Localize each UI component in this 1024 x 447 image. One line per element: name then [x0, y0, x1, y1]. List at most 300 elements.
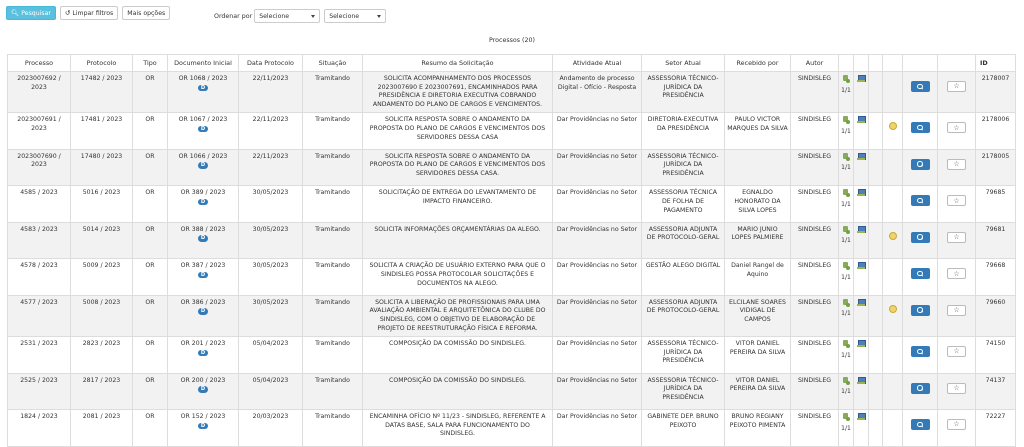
cell-processo: 2023007691 / 2023	[8, 113, 71, 150]
cell-tramite	[839, 186, 854, 223]
process-count: Processos (20)	[489, 37, 535, 44]
documento-link[interactable]: OR 386 / 2023	[180, 298, 226, 306]
cell-seal	[883, 72, 903, 113]
cell-view	[903, 149, 938, 186]
more-options-label: Mais opções	[127, 9, 166, 17]
cell-computer	[854, 72, 869, 113]
header-autor[interactable]: Autor	[791, 55, 839, 72]
order-field-value: Selecione	[259, 12, 290, 20]
cell-favorite	[938, 113, 976, 150]
document-check-icon[interactable]	[843, 340, 850, 348]
cell-tramite	[839, 72, 854, 113]
cell-id: 79685	[976, 186, 1016, 223]
view-process-button[interactable]	[911, 268, 930, 279]
cell-tramite	[839, 295, 854, 336]
cell-blank	[869, 72, 883, 113]
cell-id: 79660	[976, 295, 1016, 336]
header-blank-6	[938, 55, 976, 72]
cell-documento	[168, 186, 239, 223]
cell-setor: ASSESSORIA TÉCNICO-JURÍDICA DA PRESIDÊNCIA	[642, 373, 725, 410]
cell-resumo: SOLICITA RESPOSTA SOBRE O ANDAMENTO DA PROPOSTA DO PLANO DE CARGOS E VENCIMENTOS DOS SERVIDORES DESSA CASA.	[363, 149, 553, 186]
documento-link[interactable]: OR 389 / 2023	[180, 189, 226, 197]
tramite-fraction: 1/1	[841, 127, 851, 135]
cell-computer	[854, 295, 869, 336]
tramite-fraction: 1/1	[841, 237, 851, 245]
search-icon	[917, 349, 923, 355]
favorite-button[interactable]	[947, 268, 966, 279]
tramite-fraction: 1/1	[841, 164, 851, 172]
cell-favorite	[938, 295, 976, 336]
digital-badge: D	[198, 126, 208, 133]
cell-favorite	[938, 259, 976, 296]
cell-autor: SINDISLEG	[791, 149, 839, 186]
cell-id: 2178005	[976, 149, 1016, 186]
search-icon	[917, 234, 923, 240]
cell-favorite	[938, 222, 976, 259]
computer-icon[interactable]	[857, 226, 865, 234]
cell-tramite	[839, 222, 854, 259]
computer-icon[interactable]	[857, 262, 865, 270]
cell-computer	[854, 410, 869, 447]
seal-icon[interactable]	[889, 305, 897, 313]
cell-data: 30/05/2023	[239, 259, 303, 296]
cell-tramite	[839, 410, 854, 447]
cell-protocolo: 5014 / 2023	[71, 222, 133, 259]
table-row[interactable]	[8, 113, 1016, 150]
header-blank-3	[869, 55, 883, 72]
cell-protocolo: 17482 / 2023	[71, 72, 133, 113]
header-resumo[interactable]: Resumo da Solicitação	[363, 55, 553, 72]
cell-autor: SINDISLEG	[791, 113, 839, 150]
cell-favorite	[938, 186, 976, 223]
view-process-button[interactable]	[911, 122, 930, 133]
cell-data: 22/11/2023	[239, 149, 303, 186]
cell-atividade: Dar Providências no Setor	[553, 373, 642, 410]
view-process-button[interactable]	[911, 419, 930, 430]
header-recebido-por[interactable]: Recebido por	[725, 55, 791, 72]
cell-setor: ASSESSORIA ADJUNTA DE PROTOCOLO-GERAL	[642, 222, 725, 259]
cell-recebido: VITOR DANIEL PEREIRA DA SILVA	[725, 373, 791, 410]
star-icon: ☆	[953, 383, 960, 392]
table-row[interactable]	[8, 222, 1016, 259]
favorite-button[interactable]	[947, 81, 966, 92]
cell-id: 72227	[976, 410, 1016, 447]
cell-atividade: Dar Providências no Setor	[553, 259, 642, 296]
document-check-icon[interactable]	[843, 226, 850, 234]
more-options-button[interactable]	[122, 6, 170, 20]
view-process-button[interactable]	[911, 346, 930, 357]
cell-tipo: OR	[133, 149, 168, 186]
cell-favorite	[938, 373, 976, 410]
favorite-button[interactable]	[947, 159, 966, 170]
documento-link[interactable]: OR 387 / 2023	[180, 262, 226, 270]
cell-resumo: SOLICITA RESPOSTA SOBRE O ANDAMENTO DA PROPOSTA DO PLANO DE CARGOS E VENCIMENTOS DOS SERVIDORES DESSA CASA	[363, 113, 553, 150]
computer-icon[interactable]	[857, 340, 865, 348]
cell-recebido: EGNALDO HONORATO DA SILVA LOPES	[725, 186, 791, 223]
cell-atividade: Dar Providências no Setor	[553, 113, 642, 150]
cell-tipo: OR	[133, 222, 168, 259]
star-icon: ☆	[953, 306, 960, 315]
cell-blank	[869, 149, 883, 186]
documento-link[interactable]: OR 200 / 2023	[180, 376, 226, 384]
cell-setor: GABINETE DEP. BRUNO PEIXOTO	[642, 410, 725, 447]
favorite-button[interactable]	[947, 346, 966, 357]
cell-view	[903, 186, 938, 223]
order-direction-value: Selecione	[329, 12, 360, 20]
cell-tipo: OR	[133, 337, 168, 374]
header-situacao[interactable]: Situação	[303, 55, 363, 72]
cell-blank	[869, 295, 883, 336]
cell-view	[903, 259, 938, 296]
star-icon: ☆	[953, 347, 960, 356]
cell-processo: 2023007692 / 2023	[8, 72, 71, 113]
digital-badge: D	[198, 162, 208, 169]
cell-processo: 4583 / 2023	[8, 222, 71, 259]
cell-setor: ASSESSORIA TÉCNICO-JURÍDICA DA PRESIDÊNCIA	[642, 337, 725, 374]
cell-documento	[168, 259, 239, 296]
header-processo[interactable]: Processo	[8, 55, 71, 72]
tramite-fraction: 1/1	[841, 86, 851, 94]
cell-autor: SINDISLEG	[791, 373, 839, 410]
cell-seal	[883, 186, 903, 223]
table-row[interactable]	[8, 259, 1016, 296]
search-icon	[917, 422, 923, 428]
documento-link[interactable]: OR 1067 / 2023	[178, 116, 228, 124]
cell-view	[903, 222, 938, 259]
cell-computer	[854, 149, 869, 186]
cell-processo: 4577 / 2023	[8, 295, 71, 336]
cell-situacao: Tramitando	[303, 337, 363, 374]
view-process-button[interactable]	[911, 81, 930, 92]
cell-seal	[883, 259, 903, 296]
search-icon	[917, 385, 923, 391]
star-icon: ☆	[953, 269, 960, 278]
cell-view	[903, 72, 938, 113]
cell-autor: SINDISLEG	[791, 410, 839, 447]
cell-situacao: Tramitando	[303, 72, 363, 113]
favorite-button[interactable]	[947, 122, 966, 133]
computer-icon[interactable]	[857, 189, 865, 197]
cell-blank	[869, 186, 883, 223]
cell-id: 79681	[976, 222, 1016, 259]
documento-link[interactable]: OR 1068 / 2023	[178, 75, 228, 82]
cell-tramite	[839, 149, 854, 186]
seal-icon[interactable]	[889, 232, 897, 240]
documento-link[interactable]: OR 201 / 2023	[180, 340, 226, 348]
cell-tipo: OR	[133, 410, 168, 447]
cell-recebido	[725, 149, 791, 186]
header-blank-4	[883, 55, 903, 72]
cell-tipo: OR	[133, 113, 168, 150]
search-icon	[917, 198, 923, 204]
digital-badge: D	[198, 272, 208, 279]
cell-protocolo: 2817 / 2023	[71, 373, 133, 410]
document-check-icon[interactable]	[843, 189, 850, 197]
cell-blank	[869, 259, 883, 296]
table-row[interactable]	[8, 410, 1016, 447]
cell-documento	[168, 222, 239, 259]
cell-resumo: SOLICITA ACOMPANHAMENTO DOS PROCESSOS 2023007690 E 2023007691, ENCAMINHADOS PARA PRESIDÊNCIA E DIRETORIA EXECUTIVA COBRANDO ANDAMENTO DO PLANO DE CARGOS E VENCIMENTOS.	[363, 72, 553, 113]
document-check-icon[interactable]	[843, 262, 850, 270]
computer-icon[interactable]	[857, 75, 865, 83]
cell-tipo: OR	[133, 295, 168, 336]
view-process-button[interactable]	[911, 159, 930, 170]
order-direction-select[interactable]	[324, 9, 386, 23]
star-icon: ☆	[953, 196, 960, 205]
tramite-fraction: 1/1	[841, 200, 851, 208]
cell-resumo: ENCAMINHA OFÍCIO Nº 11/23 - SINDISLEG, REFERENTE A DATAS BASE, SALA PARA FUNCIONAMENTO DO SINDISLEG.	[363, 410, 553, 447]
cell-documento	[168, 337, 239, 374]
cell-documento	[168, 410, 239, 447]
cell-computer	[854, 186, 869, 223]
cell-atividade: Dar Providências no Setor	[553, 186, 642, 223]
cell-tramite	[839, 113, 854, 150]
digital-badge: D	[198, 235, 208, 242]
cell-tramite	[839, 373, 854, 410]
table-row[interactable]	[8, 149, 1016, 186]
seal-icon[interactable]	[889, 122, 897, 130]
search-button[interactable]	[6, 6, 56, 20]
header-tipo[interactable]: Tipo	[133, 55, 168, 72]
cell-documento	[168, 72, 239, 113]
cell-tramite	[839, 337, 854, 374]
favorite-button[interactable]	[947, 195, 966, 206]
cell-documento	[168, 113, 239, 150]
table-row[interactable]	[8, 373, 1016, 410]
view-process-button[interactable]	[911, 232, 930, 243]
header-atividade-atual[interactable]: Atividade Atual	[553, 55, 642, 72]
cell-protocolo: 5016 / 2023	[71, 186, 133, 223]
cell-computer	[854, 373, 869, 410]
cell-blank	[869, 337, 883, 374]
header-data-protocolo[interactable]: Data Protocolo	[239, 55, 303, 72]
cell-documento	[168, 149, 239, 186]
cell-favorite	[938, 337, 976, 374]
cell-view	[903, 373, 938, 410]
cell-atividade: Dar Providências no Setor	[553, 295, 642, 336]
cell-blank	[869, 222, 883, 259]
header-blank-1	[839, 55, 854, 72]
documento-link[interactable]: OR 152 / 2023	[180, 413, 226, 421]
digital-badge: D	[198, 85, 208, 92]
star-icon: ☆	[953, 233, 960, 242]
search-icon	[917, 307, 923, 313]
favorite-button[interactable]	[947, 232, 966, 243]
cell-processo: 1824 / 2023	[8, 410, 71, 447]
cell-recebido	[725, 72, 791, 113]
cell-autor: SINDISLEG	[791, 186, 839, 223]
cell-atividade: Dar Providências no Setor	[553, 149, 642, 186]
document-check-icon[interactable]	[843, 413, 850, 421]
cell-view	[903, 295, 938, 336]
toolbar	[6, 6, 174, 20]
cell-view	[903, 113, 938, 150]
computer-icon[interactable]	[857, 116, 865, 124]
digital-badge: D	[198, 386, 208, 393]
search-icon: 🔍︎	[11, 8, 20, 17]
star-icon: ☆	[953, 123, 960, 132]
cell-seal	[883, 222, 903, 259]
star-icon: ☆	[953, 160, 960, 169]
cell-view	[903, 410, 938, 447]
cell-setor: ASSESSORIA TÉCNICA DE FOLHA DE PAGAMENTO	[642, 186, 725, 223]
cell-seal	[883, 337, 903, 374]
table-row[interactable]	[8, 337, 1016, 374]
document-check-icon[interactable]	[843, 153, 850, 161]
header-id[interactable]: ID	[976, 55, 1016, 72]
cell-favorite	[938, 72, 976, 113]
cell-recebido: PAULO VICTOR MARQUES DA SILVA	[725, 113, 791, 150]
digital-badge: D	[198, 350, 208, 357]
tramite-fraction: 1/1	[841, 388, 851, 396]
header-setor-atual[interactable]: Setor Atual	[642, 55, 725, 72]
digital-badge: D	[198, 199, 208, 206]
computer-icon[interactable]	[857, 299, 865, 307]
cell-situacao: Tramitando	[303, 373, 363, 410]
process-table	[7, 54, 1016, 447]
cell-data: 05/04/2023	[239, 337, 303, 374]
view-process-button[interactable]	[911, 383, 930, 394]
cell-situacao: Tramitando	[303, 149, 363, 186]
cell-autor: SINDISLEG	[791, 72, 839, 113]
cell-processo: 2023007690 / 2023	[8, 149, 71, 186]
cell-autor: SINDISLEG	[791, 222, 839, 259]
documento-link[interactable]: OR 388 / 2023	[180, 225, 226, 233]
cell-resumo: SOLICITAÇÃO DE ENTREGA DO LEVANTAMENTO DE IMPACTO FINANCEIRO.	[363, 186, 553, 223]
order-field-select[interactable]	[254, 9, 320, 23]
cell-setor: GESTÃO ALEGO DIGITAL	[642, 259, 725, 296]
cell-favorite	[938, 149, 976, 186]
document-check-icon[interactable]	[843, 116, 850, 124]
cell-computer	[854, 337, 869, 374]
cell-resumo: SOLICITA A LIBERAÇÃO DE PROFISSIONAIS PARA UMA AVALIAÇÃO AMBIENTAL E ARQUITETÔNICA DO CLUBE DO SINDISLEG, COM O OBJETIVO DE ELABORAÇÃO DE PROJETO DE REESTRUTURAÇÃO FÍSICA E REFORMA.	[363, 295, 553, 336]
cell-protocolo: 2081 / 2023	[71, 410, 133, 447]
cell-processo: 4585 / 2023	[8, 186, 71, 223]
cell-computer	[854, 222, 869, 259]
cell-recebido: Daniel Rangel de Aquino	[725, 259, 791, 296]
table-row[interactable]	[8, 186, 1016, 223]
favorite-button[interactable]	[947, 383, 966, 394]
cell-situacao: Tramitando	[303, 113, 363, 150]
document-check-icon[interactable]	[843, 75, 850, 83]
cell-atividade: Dar Providências no Setor	[553, 410, 642, 447]
cell-processo: 2525 / 2023	[8, 373, 71, 410]
order-by-label: Ordenar por	[214, 12, 253, 20]
view-process-button[interactable]	[911, 195, 930, 206]
cell-situacao: Tramitando	[303, 295, 363, 336]
documento-link[interactable]: OR 1066 / 2023	[178, 152, 228, 160]
cell-protocolo: 5008 / 2023	[71, 295, 133, 336]
cell-seal	[883, 373, 903, 410]
cell-seal	[883, 113, 903, 150]
cell-id: 2178007	[976, 72, 1016, 113]
cell-autor: SINDISLEG	[791, 337, 839, 374]
cell-view	[903, 337, 938, 374]
undo-icon: ↺	[64, 8, 71, 17]
table-header-row	[8, 55, 1016, 72]
cell-atividade: Dar Providências no Setor	[553, 222, 642, 259]
cell-tramite	[839, 259, 854, 296]
document-check-icon[interactable]	[843, 299, 850, 307]
favorite-button[interactable]	[947, 305, 966, 316]
table-row[interactable]	[8, 295, 1016, 336]
cell-data: 30/05/2023	[239, 186, 303, 223]
cell-processo: 4578 / 2023	[8, 259, 71, 296]
cell-tipo: OR	[133, 259, 168, 296]
cell-processo: 2531 / 2023	[8, 337, 71, 374]
cell-documento	[168, 295, 239, 336]
cell-blank	[869, 410, 883, 447]
cell-data: 20/03/2023	[239, 410, 303, 447]
cell-favorite	[938, 410, 976, 447]
cell-id: 74150	[976, 337, 1016, 374]
clear-filters-label: Limpar filtros	[72, 9, 114, 17]
view-process-button[interactable]	[911, 305, 930, 316]
cell-autor: SINDISLEG	[791, 295, 839, 336]
star-icon: ☆	[953, 82, 960, 91]
cell-recebido: MARIO JUNIO LOPES PALMIERE	[725, 222, 791, 259]
cell-data: 30/05/2023	[239, 295, 303, 336]
clear-filters-button[interactable]	[60, 6, 118, 20]
cell-seal	[883, 410, 903, 447]
computer-icon[interactable]	[857, 153, 865, 161]
cell-recebido: BRUNO REGIANY PEIXOTO PIMENTA	[725, 410, 791, 447]
cell-id: 79668	[976, 259, 1016, 296]
tramite-fraction: 1/1	[841, 424, 851, 432]
cell-seal	[883, 295, 903, 336]
header-blank-5	[903, 55, 938, 72]
cell-atividade: Andamento de processo Digital - Ofício - Resposta	[553, 72, 642, 113]
cell-atividade: Dar Providências no Setor	[553, 337, 642, 374]
tramite-fraction: 1/1	[841, 273, 851, 281]
search-icon	[917, 84, 923, 90]
digital-badge: D	[198, 423, 208, 430]
chevron-down-icon	[311, 15, 315, 18]
cell-data: 22/11/2023	[239, 113, 303, 150]
search-icon	[917, 125, 923, 131]
header-documento-inicial[interactable]: Documento Inicial	[168, 55, 239, 72]
computer-icon[interactable]	[857, 377, 865, 385]
tramite-fraction: 1/1	[841, 351, 851, 359]
favorite-button[interactable]	[947, 419, 966, 430]
header-blank-2	[854, 55, 869, 72]
cell-computer	[854, 259, 869, 296]
cell-protocolo: 17480 / 2023	[71, 149, 133, 186]
search-button-label: Pesquisar	[21, 9, 51, 17]
cell-data: 05/04/2023	[239, 373, 303, 410]
header-protocolo[interactable]: Protocolo	[71, 55, 133, 72]
cell-blank	[869, 113, 883, 150]
search-icon	[917, 271, 923, 277]
cell-situacao: Tramitando	[303, 186, 363, 223]
cell-tipo: OR	[133, 72, 168, 113]
table-row[interactable]	[8, 72, 1016, 113]
computer-icon[interactable]	[857, 413, 865, 421]
cell-id: 2178006	[976, 113, 1016, 150]
document-check-icon[interactable]	[843, 377, 850, 385]
cell-setor: DIRETORIA-EXECUTIVA DA PRESIDÊNCIA	[642, 113, 725, 150]
star-icon: ☆	[953, 420, 960, 429]
cell-situacao: Tramitando	[303, 222, 363, 259]
cell-autor: SINDISLEG	[791, 259, 839, 296]
cell-tipo: OR	[133, 186, 168, 223]
cell-resumo: SOLICITA INFORMAÇÕES ORÇAMENTÁRIAS DA ALEGO.	[363, 222, 553, 259]
tramite-fraction: 1/1	[841, 310, 851, 318]
cell-situacao: Tramitando	[303, 259, 363, 296]
cell-protocolo: 5009 / 2023	[71, 259, 133, 296]
chevron-down-icon	[377, 15, 381, 18]
cell-tipo: OR	[133, 373, 168, 410]
